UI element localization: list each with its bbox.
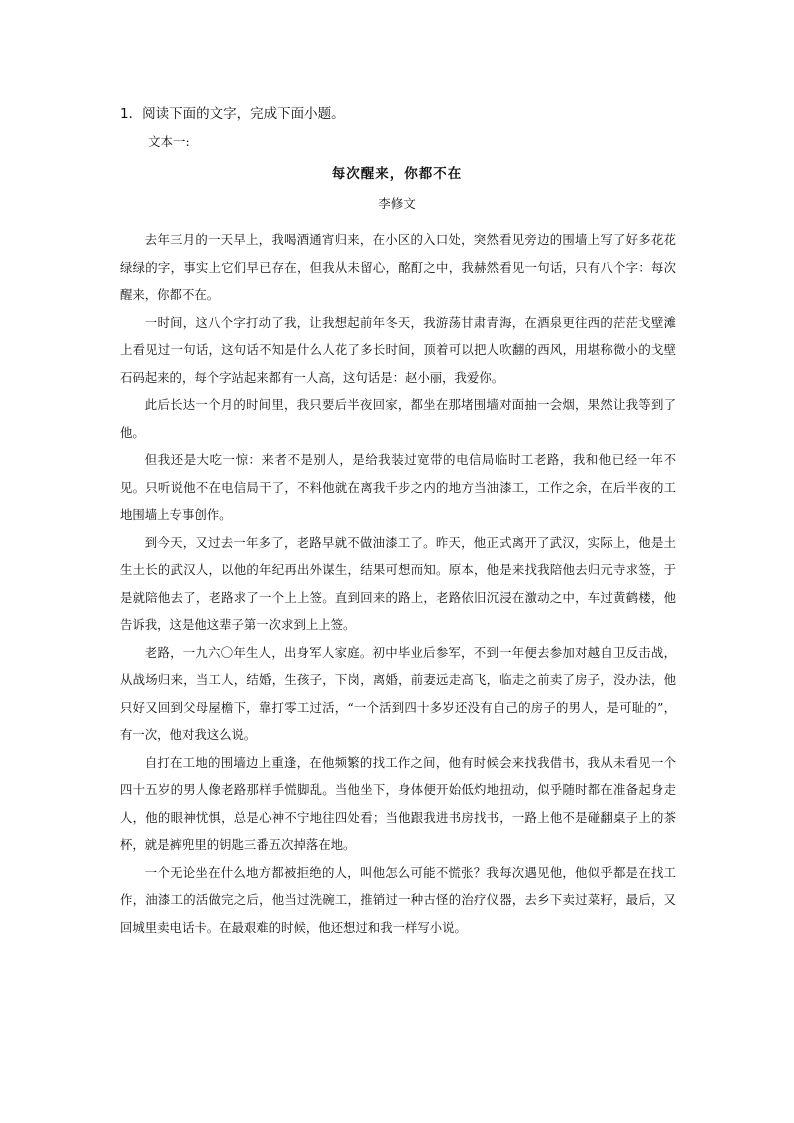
paragraph: 老路，一九六〇年生人，出身军人家庭。初中毕业后参军，不到一年便去参加对越自卫反击战，从战场归来，当工人，结婚，生孩子，下岗，离婚，前妻远走高飞，临走之前卖了房子，没办法，他只好又回到父母屋檐下，靠打零工过活，“一个活到四十多岁还没有自己的房子的男人，是可耻的”，有一次，他对我这么说。: [120, 644, 676, 742]
paragraph: 一时间，这八个字打动了我，让我想起前年冬天，我游荡甘肃青海，在酒泉更往西的茫茫戈壁滩上看见过一句话，这句话不知是什么人花了多长时间，顶着可以把人吹翻的西风，用堪称微小的戈壁石码起来的，每个字站起来都有一人高，这句话是：赵小丽，我爱你。: [120, 314, 676, 385]
paragraph: 此后长达一个月的时间里，我只要后半夜回家，都坐在那堵围墙对面抽一会烟，果然让我等到了他。: [120, 397, 676, 440]
paragraph: 一个无论坐在什么地方都被拒绝的人，叫他怎么可能不慌张？我每次遇见他，他似乎都是在找工作，油漆工的活做完之后，他当过洗碗工，推销过一种古怪的治疗仪器，去乡下卖过菜籽，最后，又回城里卖电话卡。在最艰难的时候，他还想过和我一样写小说。: [120, 864, 676, 935]
text-label: 文本一:: [148, 134, 190, 149]
paragraph: 到今天，又过去一年多了，老路早就不做油漆工了。昨天，他正式离开了武汉，实际上，他是土生土长的武汉人，以他的年纪再出外谋生，结果可想而知。原本，他是来找我陪他去归元寺求签，于是就陪他去了，老路求了一个上上签。直到回来的路上，老路依旧沉浸在激动之中，车过黄鹤楼，他告诉我，这是他这辈子第一次求到上上签。: [120, 534, 676, 632]
article-author: 李修文: [378, 196, 416, 211]
paragraph: 自打在工地的围墙边上重逢，在他频繁的找工作之间，他有时候会来找我借书，我从未看见一个四十五岁的男人像老路那样手慌脚乱。当他坐下，身体便开始低灼地扭动，似乎随时都在准备起身走人，他的眼神忧惧，总是心神不宁地往四处看；当他跟我进书房找书，一路上他不是碰翻桌子上的茶杯，就是裤兜里的钥匙三番五次掉落在地。: [120, 754, 676, 852]
article-title: 每次醒来，你都不在: [331, 166, 463, 182]
paragraph: 但我还是大吃一惊：来者不是别人，是给我装过宽带的电信局临时工老路，我和他已经一年不见。只听说他不在电信局干了，不料他就在离我千步之内的地方当油漆工，工作之余，在后半夜的工地围墙上专事创作。: [120, 452, 676, 522]
paragraph: 去年三月的一天早上，我喝酒通宵归来，在小区的入口处，突然看见旁边的围墙上写了好多花花绿绿的字，事实上它们早已存在，但我从未留心，酩酊之中，我赫然看见一句话，只有八个字：每次醒来，你都不在。: [120, 232, 676, 302]
article-body: [120, 226, 676, 941]
question-heading: 1．阅读下面的文字，完成下面小题。: [120, 106, 345, 122]
